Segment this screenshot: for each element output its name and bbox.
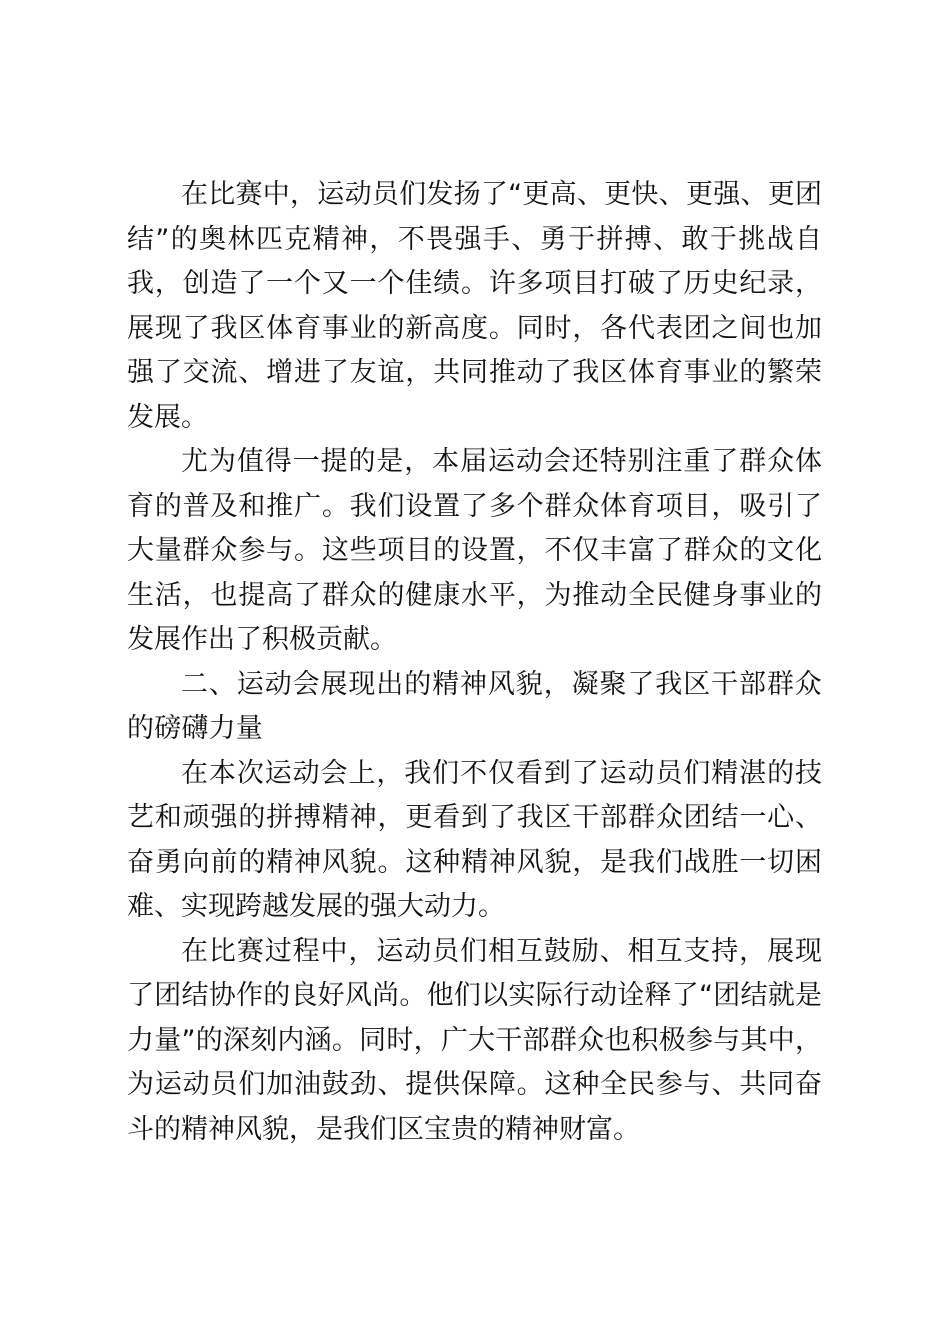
paragraph-teamwork: 在比赛过程中，运动员们相互鼓励、相互支持，展现了团结协作的良好风尚。他们以实际行动诠释了“团结就是力量”的深刻内涵。同时，广大干部群众也积极参与其中，为运动员们加油鼓劲、提供保障。这种全民参与、共同奋斗的精神风貌，是我们区宝贵的精神财富。	[127, 935, 822, 1145]
paragraph-spirit-overview: 在本次运动会上，我们不仅看到了运动员们精湛的技艺和顽强的拼搏精神，更看到了我区干部群众团结一心、奋勇向前的精神风貌。这种精神风貌，是我们战胜一切困难、实现跨越发展的强大动力。	[127, 757, 822, 922]
document-body	[127, 173, 822, 1152]
paragraph-competition-achievements: 在比赛中，运动员们发扬了“更高、更快、更强、更团结”的奥林匹克精神，不畏强手、勇于拼搏、敢于挑战自我，创造了一个又一个佳绩。许多项目打破了历史纪录，展现了我区体育事业的新高度。同时，各代表团之间也加强了交流、增进了友谊，共同推动了我区体育事业的繁荣发展。	[127, 179, 822, 433]
paragraph-mass-sports: 尤为值得一提的是，本届运动会还特别注重了群众体育的普及和推广。我们设置了多个群众体育项目，吸引了大量群众参与。这些项目的设置，不仅丰富了群众的文化生活，也提高了群众的健康水平，为推动全民健身事业的发展作出了积极贡献。	[127, 446, 822, 655]
section-heading-spirit: 二、运动会展现出的精神风貌，凝聚了我区干部群众的磅礴力量	[127, 668, 822, 744]
